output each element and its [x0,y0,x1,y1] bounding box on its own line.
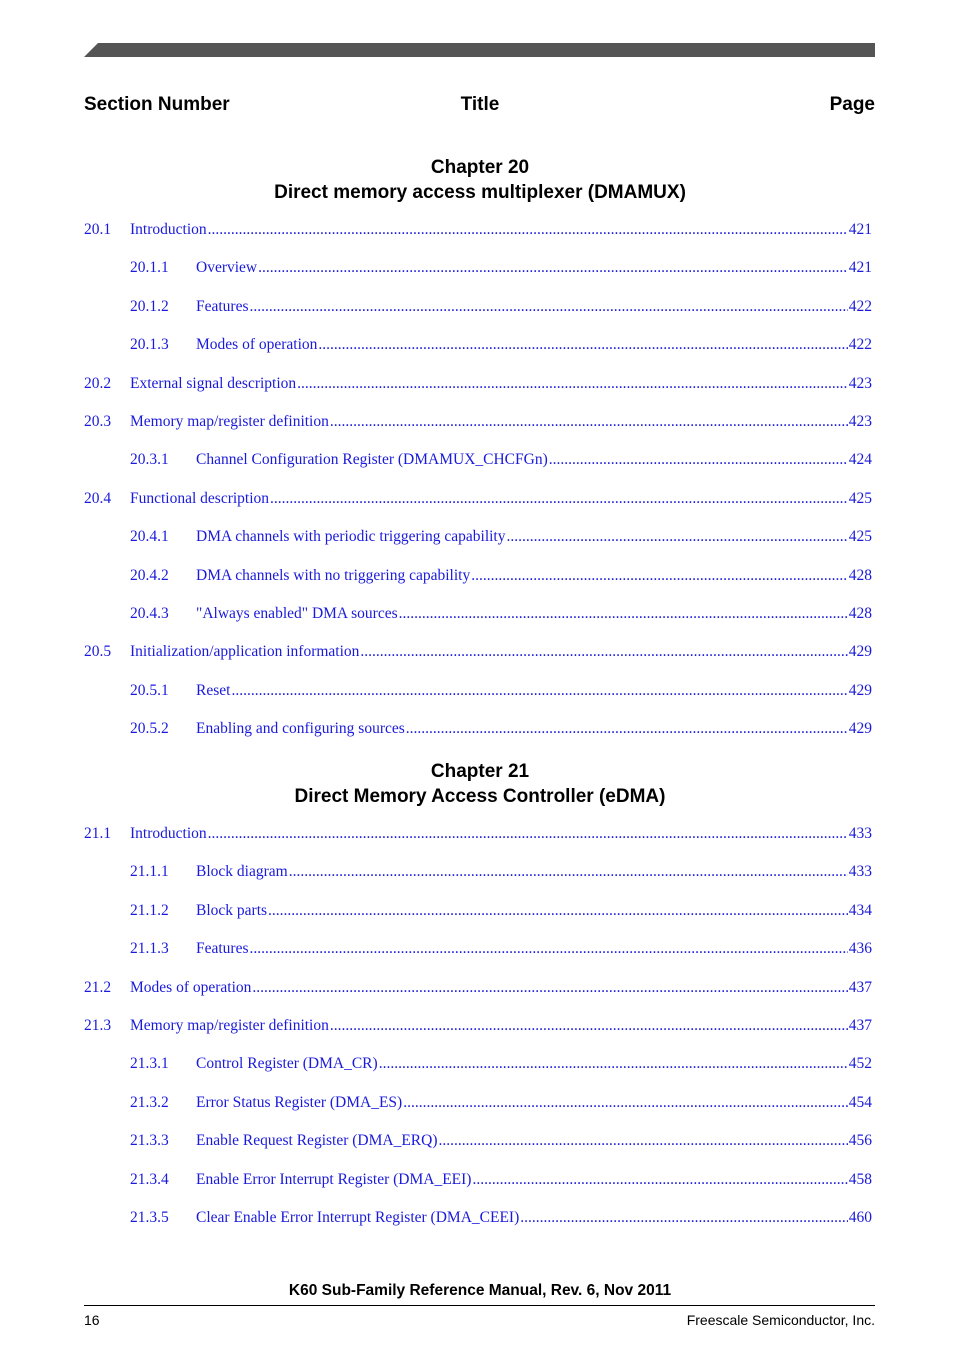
toc-entry-page[interactable]: 452 [848,1055,872,1072]
toc-entry-page[interactable]: 460 [848,1209,872,1226]
toc-entry[interactable] [84,527,872,547]
dot-leader [472,1170,847,1190]
toc-entry[interactable] [84,1054,872,1074]
toc-entry-line[interactable] [130,1016,872,1036]
toc-entry-line[interactable] [196,527,872,547]
toc-entry-number[interactable]: 21.3.5 [130,1209,169,1226]
toc-entry-number[interactable]: 21.1.2 [130,902,169,919]
toc-entry-number[interactable]: 20.4.2 [130,567,169,584]
toc-entry-number[interactable]: 20.5.2 [130,720,169,737]
toc-entry-line[interactable] [130,220,872,240]
toc-entry-line[interactable] [196,901,872,921]
dot-leader [231,681,847,701]
dot-leader [250,939,848,959]
toc-entry-number[interactable]: 21.3 [84,1017,112,1034]
toc-entry-line[interactable] [196,1170,872,1190]
dot-leader [439,1131,848,1151]
footer-divider [84,1305,875,1306]
toc-entry-title[interactable]: Overview [196,259,258,276]
toc-entry-line[interactable] [196,1093,872,1113]
toc-entry-number[interactable]: 21.3.2 [130,1094,169,1111]
toc-entry-number[interactable]: 21.1.1 [130,863,169,880]
toc-entry-number[interactable]: 21.3.3 [130,1132,169,1149]
toc-entry[interactable] [84,489,872,509]
toc-entry[interactable] [84,719,872,739]
toc-entry[interactable] [84,824,872,844]
dot-leader [520,1208,848,1228]
page-number: 16 [84,1312,100,1328]
section-number-heading: Section Number [84,94,230,115]
toc-entry[interactable] [84,335,872,355]
dot-leader [549,450,848,470]
toc-entry-title[interactable]: Introduction [130,825,207,842]
toc-entry-title[interactable]: Functional description [130,490,270,507]
toc-entry-number[interactable]: 20.2 [84,375,112,392]
toc-entry-page[interactable]: 429 [848,682,872,699]
dot-leader [507,527,848,547]
toc-entry[interactable] [84,1131,872,1151]
toc-entry-title[interactable]: Block parts [196,902,268,919]
chapter-number: Chapter 21 [430,761,530,782]
toc-entry-number[interactable]: 20.3 [84,413,112,430]
toc-entry[interactable] [84,1208,872,1228]
dot-leader [403,1093,848,1113]
toc-entry-page[interactable]: 437 [848,979,872,996]
toc-entry-title[interactable]: Clear Enable Error Interrupt Register (DMA_CEEI) [196,1209,520,1226]
toc-entry-line[interactable] [196,1131,872,1151]
toc-entry[interactable] [84,374,872,394]
toc-entry-page[interactable]: 422 [848,336,872,353]
toc-entry-page[interactable]: 429 [848,643,872,660]
toc-entry[interactable] [84,939,872,959]
toc-entry-line[interactable] [196,939,872,959]
toc-entry-number[interactable]: 20.5.1 [130,682,169,699]
toc-entry-line[interactable] [196,335,872,355]
toc-entry-title[interactable]: Introduction [130,221,207,238]
dot-leader [406,719,848,739]
toc-entry-number[interactable]: 20.1 [84,221,112,238]
chapter-name: Direct Memory Access Controller (eDMA) [294,786,666,807]
toc-entry-page[interactable]: 423 [848,413,872,430]
toc-entry[interactable] [84,1016,872,1036]
toc-entry-line[interactable] [130,412,872,432]
chapter-heading [0,759,960,809]
toc-entry-line[interactable] [196,297,872,317]
dot-leader [330,1016,848,1036]
toc-entry-line[interactable] [130,978,872,998]
toc-entry-number[interactable]: 21.3.1 [130,1055,169,1072]
toc-entry-number[interactable]: 21.2 [84,979,112,996]
toc-entry-title[interactable]: External signal description [130,375,297,392]
toc-entry-line[interactable] [196,1208,872,1228]
toc-entry[interactable] [84,978,872,998]
toc-entry-page[interactable]: 423 [848,375,872,392]
toc-entry-number[interactable]: 20.4.3 [130,605,169,622]
toc-entry-title[interactable]: Modes of operation [130,979,252,996]
toc-entry-title[interactable]: Reset [196,682,231,699]
toc-entry-page[interactable]: 425 [848,490,872,507]
toc-entry-number[interactable]: 20.5 [84,643,112,660]
dot-leader [399,604,848,624]
chapter-heading [0,155,960,205]
header-bar [84,43,875,57]
toc-entry-line[interactable] [196,604,872,624]
toc-entry-number[interactable]: 21.3.4 [130,1171,169,1188]
toc-entry-title[interactable]: Memory map/register definition [130,413,329,430]
toc-entry-title[interactable]: Memory map/register definition [130,1017,329,1034]
toc-entry-page[interactable]: 422 [848,298,872,315]
toc-entry[interactable] [84,1170,872,1190]
toc-entry[interactable] [84,220,872,240]
toc-entry-line[interactable] [196,258,872,278]
dot-leader [258,258,848,278]
toc-entry[interactable] [84,862,872,882]
toc-entry-line[interactable] [130,642,872,662]
toc-entry-number[interactable]: 20.4 [84,490,112,507]
toc-entry[interactable] [84,297,872,317]
toc-entry[interactable] [84,1093,872,1113]
dot-leader [330,412,848,432]
toc-entry-page[interactable]: 428 [848,605,872,622]
toc-entry[interactable] [84,412,872,432]
dot-leader [270,489,848,509]
toc-entry-title[interactable]: DMA channels with periodic triggering capability [196,528,506,545]
toc-entry-line[interactable] [130,489,872,509]
toc-entry-page[interactable]: 433 [848,825,872,842]
toc-entry-line[interactable] [196,1054,872,1074]
toc-entry[interactable] [84,642,872,662]
dot-leader [289,862,848,882]
toc-entry[interactable] [84,450,872,470]
dot-leader [252,978,847,998]
toc-entry-page[interactable]: 436 [848,940,872,957]
toc-entry-line[interactable] [196,450,872,470]
toc-entry-number[interactable]: 20.4.1 [130,528,169,545]
toc-entry-title[interactable]: Initialization/application information [130,643,360,660]
dot-leader [297,374,848,394]
toc-entry-line[interactable] [196,719,872,739]
toc-entry-title[interactable]: Control Register (DMA_CR) [196,1055,378,1072]
toc-entry-line[interactable] [196,566,872,586]
toc-entry-line[interactable] [196,862,872,882]
toc-entry-line[interactable] [130,374,872,394]
toc-entry[interactable] [84,901,872,921]
manual-title: K60 Sub-Family Reference Manual, Rev. 6, Nov 2011 [288,1282,672,1299]
toc-entry-title[interactable]: Error Status Register (DMA_ES) [196,1094,403,1111]
dot-leader [360,642,847,662]
toc-entry-title[interactable]: Modes of operation [196,336,318,353]
toc-entry-page[interactable]: 425 [848,528,872,545]
toc-entry-title[interactable]: Channel Configuration Register (DMAMUX_CHCFGn) [196,451,548,468]
toc-entry-page[interactable]: 434 [848,902,872,919]
toc-entry-title[interactable]: Features [196,940,249,957]
company-name: Freescale Semiconductor, Inc. [686,1312,875,1328]
chapter-number: Chapter 20 [430,157,530,178]
dot-leader [250,297,848,317]
toc-entry-page[interactable]: 429 [848,720,872,737]
dot-leader [471,566,848,586]
toc-entry[interactable] [84,681,872,701]
page-heading: Page [829,94,875,115]
toc-entry-number[interactable]: 20.1.2 [130,298,169,315]
chapter-name: Direct memory access multiplexer (DMAMUX) [274,182,686,203]
toc-entry-title[interactable]: Enable Request Register (DMA_ERQ) [196,1132,438,1149]
dot-leader [268,901,848,921]
toc-entry-number[interactable]: 21.1 [84,825,112,842]
toc-entry-number[interactable]: 21.1.3 [130,940,169,957]
toc-entry[interactable] [84,566,872,586]
toc-entry-title[interactable]: Enabling and configuring sources [196,720,405,737]
toc-entry-page[interactable]: 421 [848,259,872,276]
toc-entry[interactable] [84,258,872,278]
toc-entry[interactable] [84,604,872,624]
dot-leader [318,335,847,355]
toc-entry-page[interactable]: 458 [848,1171,872,1188]
dot-leader [208,220,848,240]
toc-entry-page[interactable]: 454 [848,1094,872,1111]
toc-entry-page[interactable]: 424 [848,451,872,468]
toc-entry-page[interactable]: 456 [848,1132,872,1149]
title-heading: Title [460,94,500,115]
toc-entry-line[interactable] [130,824,872,844]
toc-entry-page[interactable]: 421 [848,221,872,238]
toc-entry-page[interactable]: 428 [848,567,872,584]
toc-entry-title[interactable]: Enable Error Interrupt Register (DMA_EEI) [196,1171,472,1188]
dot-leader [208,824,848,844]
toc-entry-line[interactable] [196,681,872,701]
toc-entry-page[interactable]: 437 [848,1017,872,1034]
toc-entry-title[interactable]: Block diagram [196,863,288,880]
toc-entry-title[interactable]: Features [196,298,249,315]
toc-entry-number[interactable]: 20.3.1 [130,451,169,468]
toc-entry-page[interactable]: 433 [848,863,872,880]
dot-leader [379,1054,848,1074]
toc-entry-title[interactable]: "Always enabled" DMA sources [196,605,398,622]
toc-entry-number[interactable]: 20.1.3 [130,336,169,353]
toc-entry-title[interactable]: DMA channels with no triggering capability [196,567,471,584]
toc-entry-number[interactable]: 20.1.1 [130,259,169,276]
